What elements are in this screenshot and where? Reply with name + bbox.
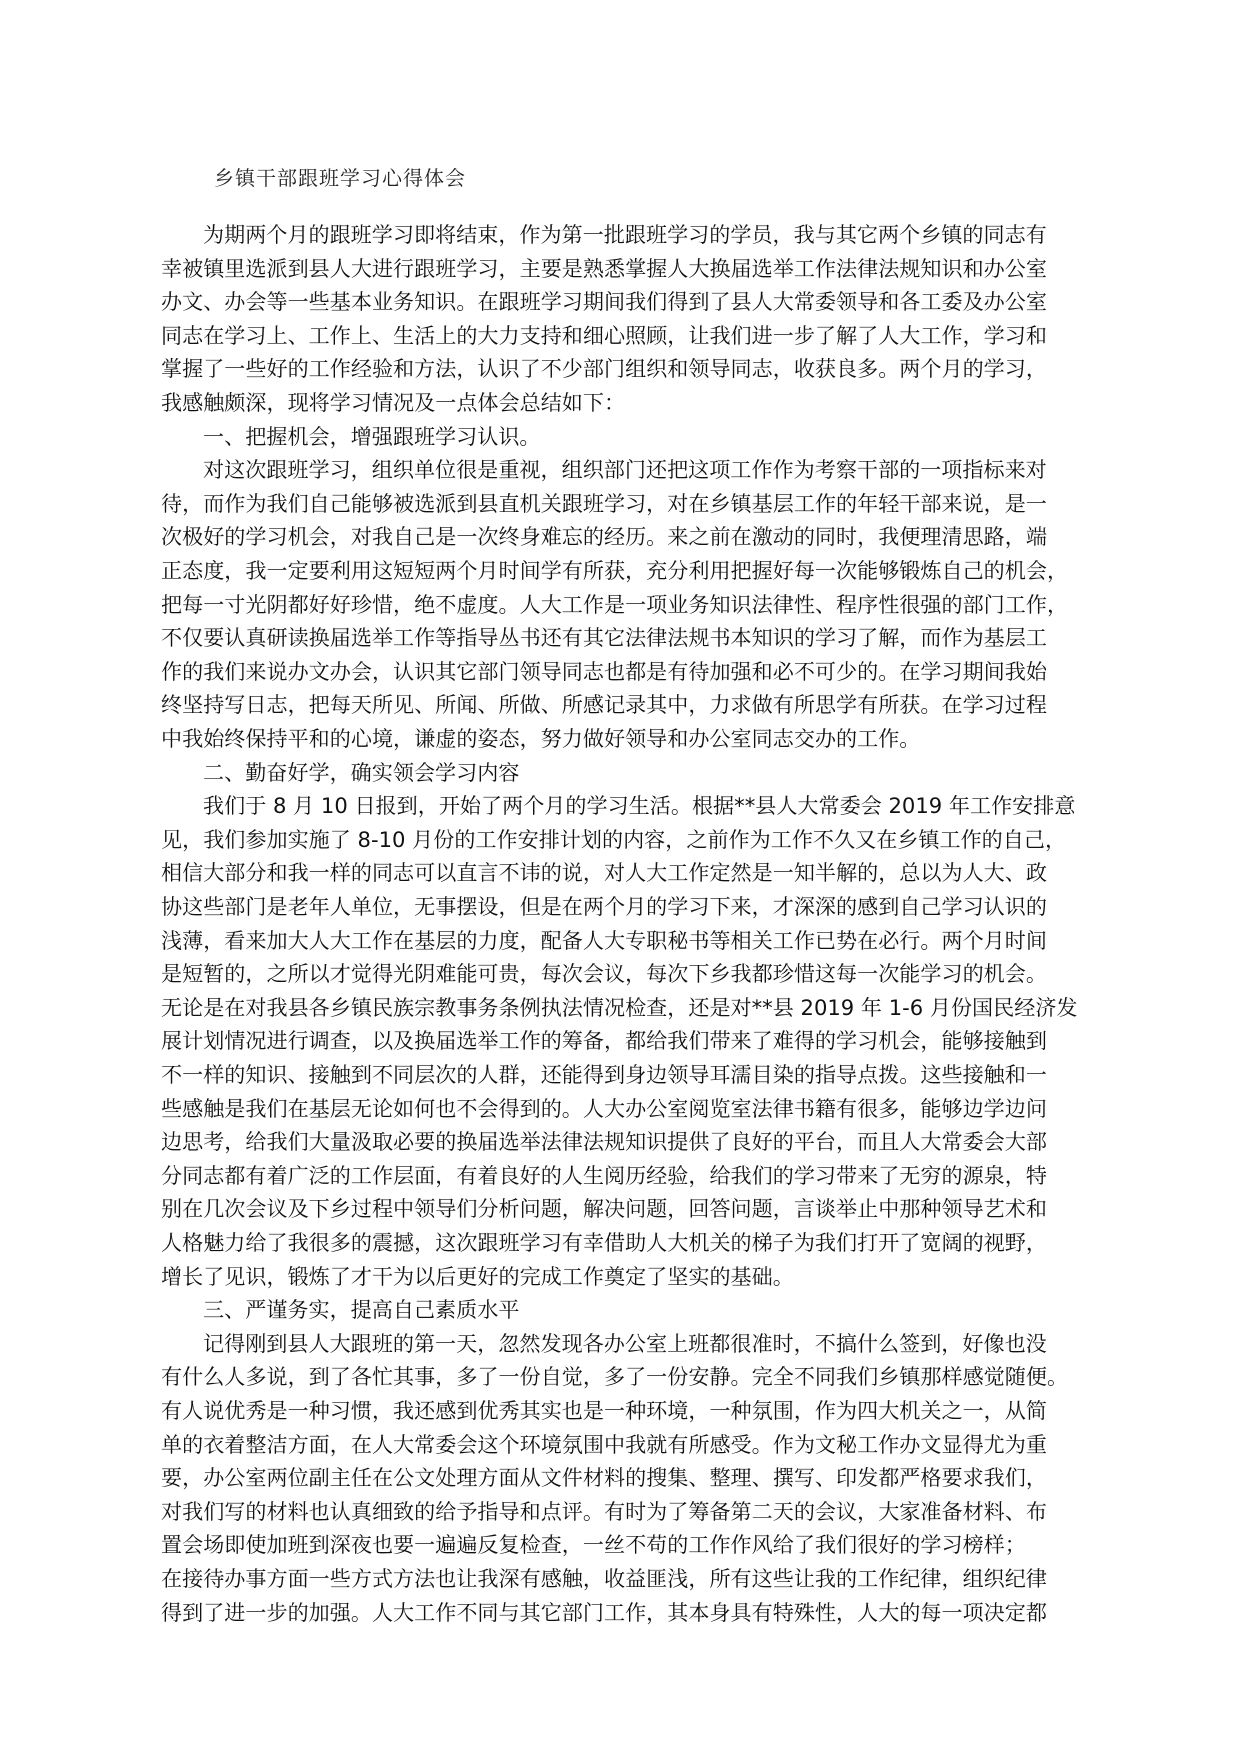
paragraph-line: 把每一寸光阴都好好珍惜，绝不虚度。人大工作是一项业务知识法律性、程序性很强的部门工作，	[161, 591, 1069, 617]
paragraph-line: 我感触颇深，现将学习情况及一点体会总结如下：	[161, 390, 626, 415]
paragraph-line: 待，而作为我们自己能够被选派到县直机关跟班学习，对在乡镇基层工作的年轻干部来说，是一	[161, 490, 1047, 516]
paragraph-line: 不仅要认真研读换届选举工作等指导丛书还有其它法律法规书本知识的学习了解，而作为基层工	[161, 625, 1047, 651]
paragraph-line: 幸被镇里选派到县人大进行跟班学习，主要是熟悉掌握人大换届选举工作法律法规知识和办公室	[161, 255, 1047, 281]
paragraph-line: 浅薄，看来加大人大工作在基层的力度，配备人大专职秘书等相关工作已势在必行。两个月时间	[161, 927, 1047, 953]
paragraph-line: 在接待办事方面一些方式方法也让我深有感触，收益匪浅，所有这些让我的工作纪律，组织纪律	[161, 1566, 1047, 1591]
paragraph-line: 二、勤奋好学，确实领会学习内容	[203, 759, 520, 785]
paragraph-line: 掌握了一些好的工作经验和方法，认识了不少部门组织和领导同志，收获良多。两个月的学习，	[161, 356, 1047, 382]
paragraph-line: 同志在学习上、工作上、生活上的大力支持和细心照顾，让我们进一步了解了人大工作，学习和	[161, 322, 1047, 348]
paragraph-line: 终坚持写日志，把每天所见、所闻、所做、所感记录其中，力求做有所思学有所获。在学习过程	[161, 692, 1047, 718]
paragraph-line: 记得刚到县人大跟班的第一天，忽然发现各办公室上班都很准时，不搞什么签到，好像也没	[203, 1330, 1047, 1356]
paragraph-line: 是短暂的，之所以才觉得光阴难能可贵，每次会议，每次下乡我都珍惜这每一次能学习的机会。	[161, 961, 1047, 987]
paragraph-line: 得到了进一步的加强。人大工作不同与其它部门工作，其本身具有特殊性，人大的每一项决定都	[161, 1599, 1047, 1625]
paragraph-line: 正态度，我一定要利用这短短两个月时间学有所获，充分利用把握好每一次能够锻炼自己的机会，	[161, 558, 1069, 583]
paragraph-line: 有人说优秀是一种习惯，我还感到优秀其实也是一种环境，一种氛围，作为四大机关之一，从简	[161, 1398, 1047, 1423]
paragraph-line: 对我们写的材料也认真细致的给予指导和点评。有时为了筹备第二天的会议，大家准备材料、布	[161, 1498, 1047, 1524]
paragraph-line: 见，我们参加实施了 8-10 月份的工作安排计划的内容，之前作为工作不久又在乡镇工作的自己，	[161, 826, 1067, 852]
paragraph-line: 增长了见识，锻炼了才干为以后更好的完成工作奠定了坚实的基础。	[161, 1263, 794, 1289]
paragraph-line: 无论是在对我县各乡镇民族宗教事务条例执法情况检查，还是对**县 2019 年 1-6 月份国民经济发	[161, 994, 1078, 1020]
paragraph-line: 要，办公室两位副主任在公文处理方面从文件材料的搜集、整理、撰写、印发都严格要求我们，	[161, 1465, 1047, 1491]
paragraph-line: 不一样的知识、接触到不同层次的人群，还能得到身边领导耳濡目染的指导点拨。这些接触和一	[161, 1062, 1047, 1087]
paragraph-line: 分同志都有着广泛的工作层面，有着良好的人生阅历经验，给我们的学习带来了无穷的源泉，特	[161, 1162, 1047, 1188]
paragraph-line: 些感触是我们在基层无论如何也不会得到的。人大办公室阅览室法律书籍有很多，能够边学边问	[161, 1095, 1047, 1121]
paragraph-line: 协这些部门是老年人单位，无事摆设，但是在两个月的学习下来，才深深的感到自己学习认识的	[161, 894, 1047, 919]
paragraph-line: 办文、办会等一些基本业务知识。在跟班学习期间我们得到了县人大常委领导和各工委及办公室	[161, 289, 1047, 315]
paragraph-line: 作的我们来说办文办会，认识其它部门领导同志也都是有待加强和必不可少的。在学习期间我始	[161, 658, 1047, 684]
paragraph-line: 三、严谨务实，提高自己素质水平	[203, 1297, 520, 1323]
paragraph-line: 中我始终保持平和的心境，谦虚的姿态，努力做好领导和办公室同志交办的工作。	[161, 726, 921, 751]
paragraph-line: 一、把握机会，增强跟班学习认识。	[203, 423, 541, 449]
paragraph-line: 我们于 8 月 10 日报到，开始了两个月的学习生活。根据**县人大常委会 2019 年工作安排意	[203, 793, 1076, 819]
paragraph-line: 相信大部分和我一样的同志可以直言不讳的说，对人大工作定然是一知半解的，总以为人大、政	[161, 860, 1047, 886]
paragraph-line: 置会场即使加班到深夜也要一遍遍反复检查，一丝不苟的工作作风给了我们很好的学习榜样；	[161, 1532, 1026, 1558]
paragraph-line: 展计划情况进行调查，以及换届选举工作的筹备，都给我们带来了难得的学习机会，能够接触到	[161, 1028, 1047, 1054]
paragraph-line: 单的衣着整洁方面，在人大常委会这个环境氛围中我就有所感受。作为文秘工作办文显得尤为重	[161, 1431, 1047, 1457]
paragraph-line: 有什么人多说，到了各忙其事，多了一份自觉，多了一份安静。完全不同我们乡镇那样感觉随便。	[161, 1364, 1069, 1390]
document-title: 乡镇干部跟班学习心得体会	[214, 166, 466, 190]
paragraph-line: 人格魅力给了我很多的震撼，这次跟班学习有幸借助人大机关的梯子为我们打开了宽阔的视野，	[161, 1230, 1047, 1255]
paragraph-line: 为期两个月的跟班学习即将结束，作为第一批跟班学习的学员，我与其它两个乡镇的同志有	[203, 222, 1047, 247]
paragraph-line: 边思考，给我们大量汲取必要的换届选举法律法规知识提供了良好的平台，而且人大常委会大部	[161, 1129, 1047, 1155]
paragraph-line: 对这次跟班学习，组织单位很是重视，组织部门还把这项工作作为考察干部的一项指标来对	[203, 457, 1047, 483]
paragraph-line: 次极好的学习机会，对我自己是一次终身难忘的经历。来之前在激动的同时，我便理清思路，端	[161, 524, 1047, 550]
paragraph-line: 别在几次会议及下乡过程中领导们分析问题，解决问题，回答问题，言谈举止中那种领导艺术和	[161, 1196, 1047, 1222]
